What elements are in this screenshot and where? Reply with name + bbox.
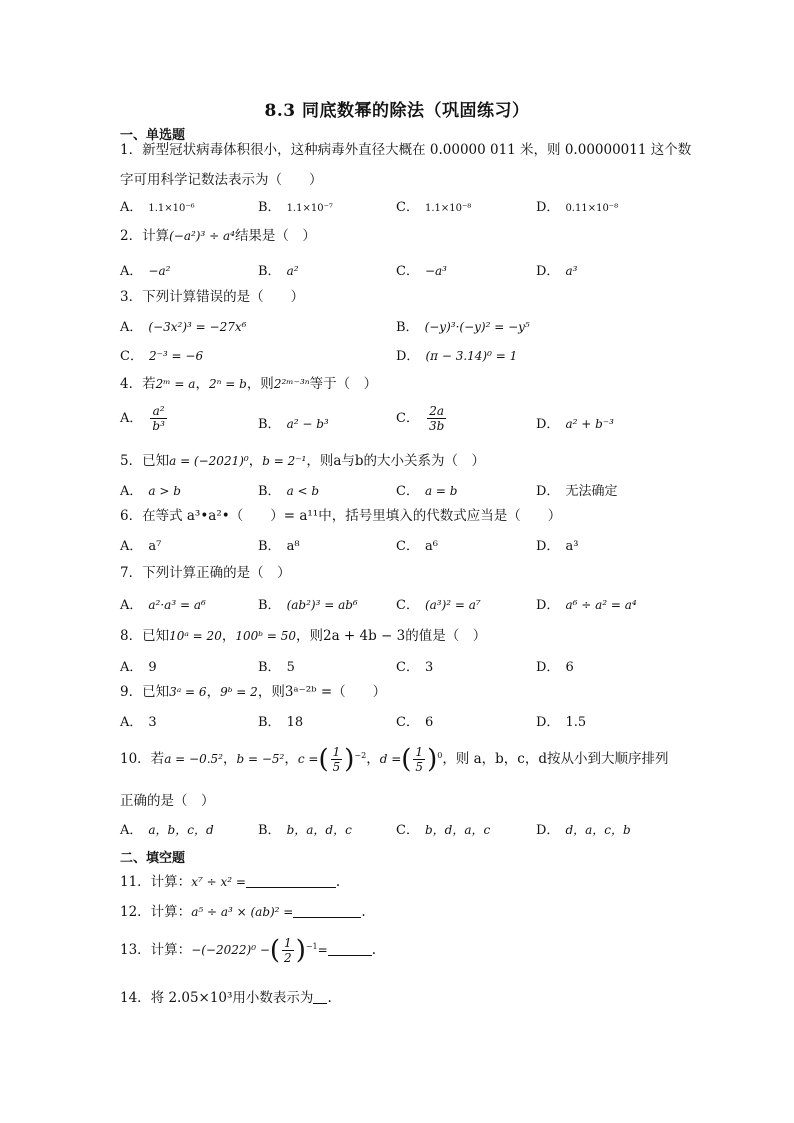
option-c: C． (a³)² = a⁷ xyxy=(396,598,481,613)
option-b: B． 5 xyxy=(258,660,295,675)
question-9-options xyxy=(120,711,680,731)
section-single-choice: 一、单选题 xyxy=(120,128,186,143)
option-b: B． a⁸ xyxy=(258,539,300,554)
question-9: 9．已知3ᵃ = 6，9ᵇ = 2，则3ᵃ⁻²ᵇ =（ ） xyxy=(120,684,387,700)
option-d: D． a² + b⁻³ xyxy=(536,417,614,432)
option-d: D． a³ xyxy=(536,264,578,279)
option-c: C． 3 xyxy=(396,660,434,675)
question-10-continuation: 正确的是（ ） xyxy=(120,793,215,809)
question-14: 14．将 2.05×10³用小数表示为 . xyxy=(120,990,332,1006)
answer-blank[interactable] xyxy=(246,873,336,888)
option-d: D． 1.5 xyxy=(536,715,587,730)
question-2: 2．计算(−a²)³ ÷ a⁴结果是（ ） xyxy=(120,228,316,244)
question-1 xyxy=(120,140,692,190)
question-10-options xyxy=(120,819,680,839)
option-d: D． 0.11×10⁻⁸ xyxy=(536,200,619,215)
question-5: 5．已知a = (−2021)⁰，b = 2⁻¹，则a与b的大小关系为（ ） xyxy=(120,453,486,469)
option-d: D． 无法确定 xyxy=(536,484,618,499)
option-a: A． a⁷ xyxy=(120,539,162,554)
section-fill-blank: 二、填空题 xyxy=(120,851,186,866)
question-8: 8．已知10ᵃ = 20，100ᵇ = 50，则2a + 4b − 3的值是（ ） xyxy=(120,628,487,644)
question-6: 6．在等式 a³•a²•（ ）= a¹¹中，括号里填入的代数式应当是（ ） xyxy=(120,508,562,524)
question-2-expression: (−a²)³ ÷ a⁴ xyxy=(169,229,235,243)
option-c: C． −a³ xyxy=(396,264,447,279)
option-a: A． 9 xyxy=(120,660,157,675)
question-10: 10．若a = −0.5²，b = −5²，c =( $\frac{1}{5}$ )$^{-2}$，d =( $\frac{1}{5}$ )$^0$，则 a，b，c，d按从小到大顺序排列 xyxy=(120,744,669,775)
option-a: A． 1.1×10⁻⁶ xyxy=(120,200,195,215)
option-b: B． (ab²)³ = ab⁶ xyxy=(258,598,358,613)
answer-blank[interactable] xyxy=(293,903,361,918)
option-c: C． 6 xyxy=(396,715,434,730)
option-d: D． d，a，c，b xyxy=(536,823,631,838)
option-a: A． a²·a³ = a⁶ xyxy=(120,598,206,613)
question-1-text: 1．新型冠状病毒体积很小，这种病毒外直径大概在 0.00000 011 米，则 0.00000011 这个数 xyxy=(120,142,692,158)
question-6-options xyxy=(120,535,680,555)
option-d: D． (π − 3.14)⁰ = 1 xyxy=(396,349,518,364)
question-12: 12．计算：a⁵ ÷ a³ × (ab)² = . xyxy=(120,904,366,920)
question-4: 4．若2ᵐ = a，2ⁿ = b，则2²ᵐ⁻³ⁿ等于（ ） xyxy=(120,376,378,392)
question-2-options xyxy=(120,260,680,280)
answer-blank[interactable] xyxy=(313,989,327,1004)
option-a: A． $\frac{\text{a²}}{\text{b³}}$ xyxy=(120,404,165,433)
question-7-options xyxy=(120,594,680,614)
option-c: C． $\frac{2a}{3b}$ xyxy=(396,404,445,433)
option-c: C． a⁶ xyxy=(396,539,438,554)
option-c: C． 2⁻³ = −6 xyxy=(120,349,204,364)
option-b: B． (−y)³·(−y)² = −y⁵ xyxy=(396,320,530,335)
question-11: 11．计算：x⁷ ÷ x² = . xyxy=(120,874,341,890)
option-a: A． −a² xyxy=(120,264,171,279)
option-d: D． a⁶ ÷ a² = a⁴ xyxy=(536,598,637,613)
option-c: C． 1.1×10⁻⁸ xyxy=(396,200,472,215)
question-1-continuation: 字可用科学记数法表示为（ ） xyxy=(120,172,323,188)
question-3-options-row1 xyxy=(120,316,680,336)
page-title: 8.3 同底数幂的除法（巩固练习） xyxy=(264,101,530,121)
option-d: D． a³ xyxy=(536,539,579,554)
option-b: B． a² xyxy=(258,264,299,279)
option-b: B． b，a，d，c xyxy=(258,823,352,838)
question-3-options-row2 xyxy=(120,345,680,365)
option-a: A． a，b，c，d xyxy=(120,823,214,838)
option-b: B． a < b xyxy=(258,484,320,499)
option-b: B． a² − b³ xyxy=(258,417,329,432)
question-5-options xyxy=(120,480,680,500)
question-4-options xyxy=(120,404,680,440)
question-7: 7．下列计算正确的是（ ） xyxy=(120,565,291,581)
option-a: A． (−3x²)³ = −27x⁶ xyxy=(120,320,247,335)
option-a: A． a > b xyxy=(120,484,181,499)
option-d: D． 6 xyxy=(536,660,574,675)
question-3: 3．下列计算错误的是（ ） xyxy=(120,289,305,305)
option-a: A． 3 xyxy=(120,715,157,730)
option-b: B． 1.1×10⁻⁷ xyxy=(258,200,333,215)
option-b: B． 18 xyxy=(258,715,304,730)
option-c: C． b，d，a，c xyxy=(396,823,491,838)
option-c: C． a = b xyxy=(396,484,458,499)
question-8-options xyxy=(120,656,680,676)
answer-blank[interactable] xyxy=(328,941,372,956)
question-13: 13．计算：−(−2022)⁰ −( $\frac{1}{2}$ )$^{-1}$= . xyxy=(120,935,376,966)
question-1-options xyxy=(120,196,680,216)
